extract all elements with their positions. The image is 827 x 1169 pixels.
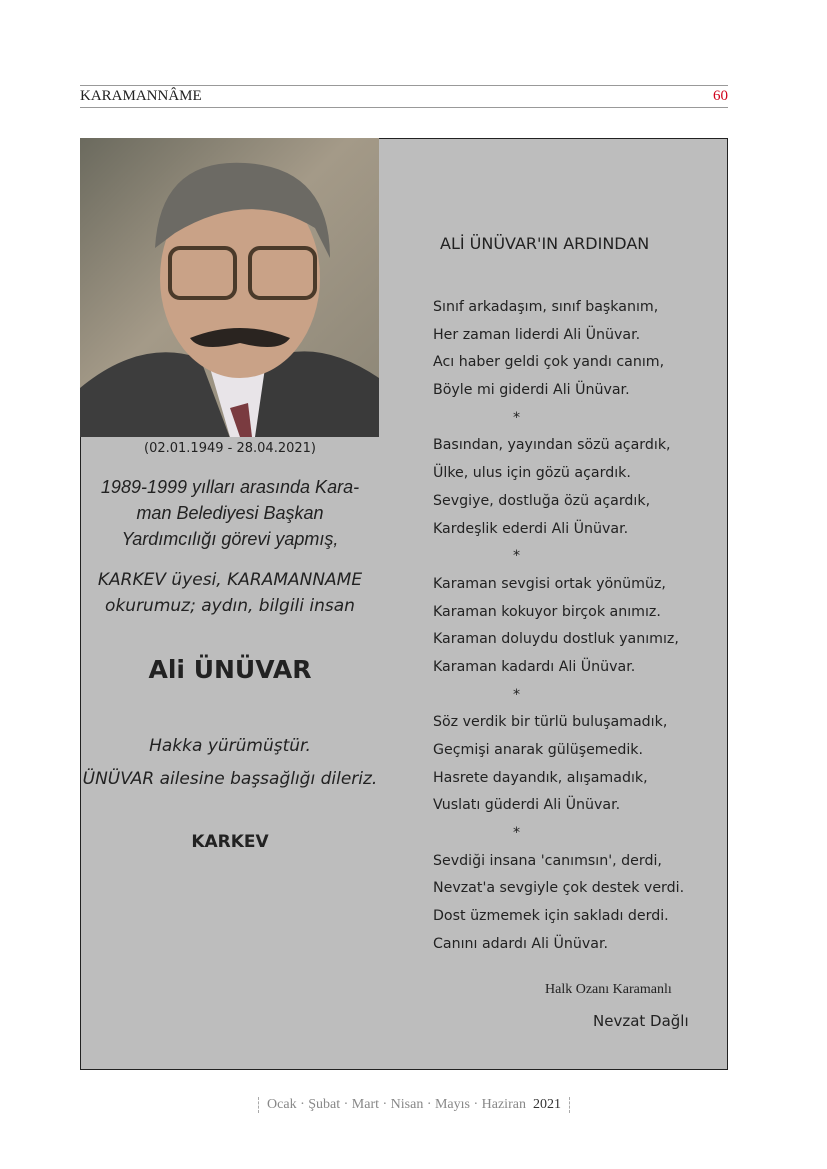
poem-line: Ülke, ulus için gözü açardık. bbox=[433, 465, 631, 482]
text-line: okurumuz; aydın, bilgili insan bbox=[105, 596, 355, 616]
poem-line: Dost üzmemek için sakladı derdi. bbox=[433, 908, 669, 925]
stanza-separator: * bbox=[513, 825, 521, 842]
obituary-paragraph-1: 1989-1999 yılları arasında Kara-man Belediyesi Başkan Yardımcılığı görevi yapmış, bbox=[100, 477, 360, 549]
poem-body bbox=[433, 294, 684, 959]
header-rule-bottom bbox=[80, 107, 728, 108]
poem-line: Kardeşlik ederdi Ali Ünüvar. bbox=[433, 520, 629, 537]
poem-line: Canını adardı Ali Ünüvar. bbox=[433, 935, 609, 952]
text-line: KARKEV üyesi, KARAMANNAME bbox=[97, 570, 363, 590]
poem-line: Sevdiği insana 'canımsın', derdi, bbox=[433, 852, 662, 869]
obituary-paragraph-3 bbox=[80, 730, 380, 796]
poem-line: Hasrete dayandık, alışamadık, bbox=[433, 769, 648, 786]
poem-title: ALİ ÜNÜVAR'IN ARDINDAN bbox=[440, 234, 650, 253]
poem-line: Vuslatı güderdi Ali Ünüvar. bbox=[433, 797, 621, 814]
footer-year: 2021 bbox=[532, 1097, 561, 1112]
poem-line: Sınıf arkadaşım, sınıf başkanım, bbox=[433, 299, 659, 315]
poem-author: Nevzat Dağlı bbox=[593, 1012, 689, 1030]
poem-line: Geçmişi anarak gülüşemedik. bbox=[433, 742, 644, 758]
footer-months: Ocak · Şubat · Mart · Nisan · Mayıs · Haziran bbox=[267, 1097, 526, 1112]
footer bbox=[258, 1097, 570, 1113]
life-dates: (02.01.1949 - 28.04.2021) bbox=[144, 441, 316, 456]
poem-line: Karaman sevgisi ortak yönümüz, bbox=[433, 575, 666, 592]
poem-line: Karaman doluydu dostluk yanımız, bbox=[433, 631, 679, 648]
running-header bbox=[80, 88, 728, 105]
stanza-separator: * bbox=[513, 409, 521, 426]
poem-line: Acı haber geldi çok yandı canım, bbox=[433, 354, 665, 371]
page-number: 60 bbox=[713, 88, 728, 104]
text-line: ÜNÜVAR ailesine başsağlığı dileriz. bbox=[82, 769, 378, 789]
portrait-photo bbox=[80, 138, 379, 437]
poem-author-title: Halk Ozanı Karamanlı bbox=[545, 982, 672, 997]
poem-line: Basından, yayından sözü açardık, bbox=[433, 437, 671, 454]
journal-title: KARAMANNÂME bbox=[80, 88, 202, 104]
poem-line: Karaman kokuyor birçok anımız. bbox=[433, 603, 661, 620]
stanza-separator: * bbox=[513, 686, 521, 703]
obituary-signature: KARKEV bbox=[191, 832, 269, 852]
stanza-separator: * bbox=[513, 548, 521, 565]
poem-line: Karaman kadardı Ali Ünüvar. bbox=[433, 658, 636, 675]
poem-line: Söz verdik bir türlü buluşamadık, bbox=[433, 714, 668, 731]
poem-line: Sevgiye, dostluğa özü açardık, bbox=[433, 492, 651, 509]
deceased-name: Ali ÜNÜVAR bbox=[148, 655, 312, 684]
poem-line: Her zaman liderdi Ali Ünüvar. bbox=[433, 326, 641, 343]
poem-line: Nevzat'a sevgiyle çok destek verdi. bbox=[433, 880, 685, 897]
text-line: Hakka yürümüştür. bbox=[149, 736, 311, 756]
obituary-paragraph-2 bbox=[80, 567, 380, 619]
poem-line: Böyle mi giderdi Ali Ünüvar. bbox=[433, 382, 630, 399]
header-rule-top bbox=[80, 85, 728, 86]
